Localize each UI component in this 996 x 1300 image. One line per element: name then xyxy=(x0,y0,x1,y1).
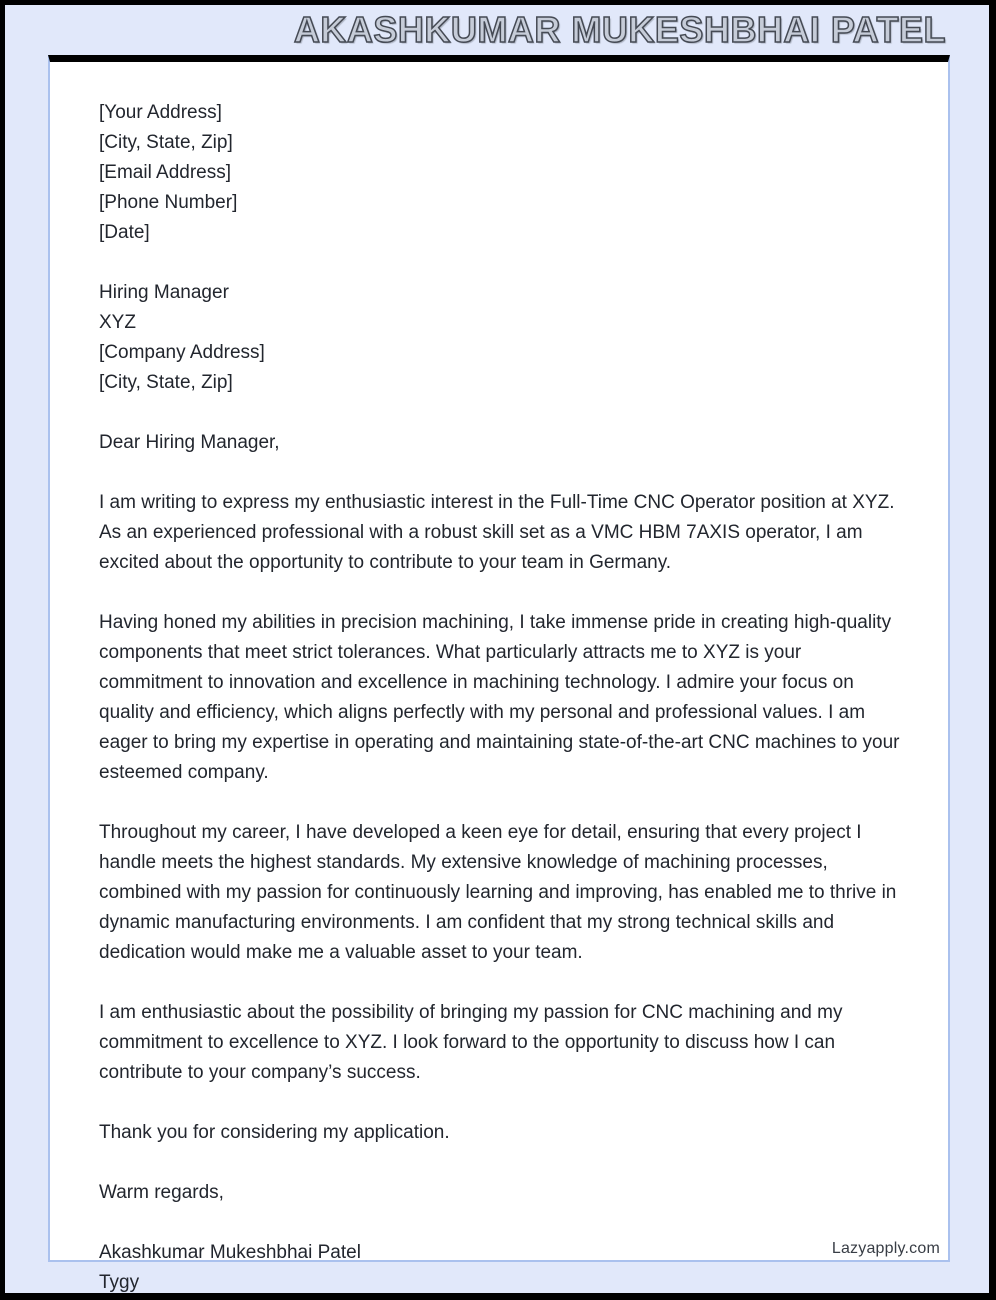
paragraph-enthusiasm: I am enthusiastic about the possibility of bringing my passion for CNC machining and my commitment to excellence to XYZ. I look forward to the opportunity to discuss how I can contribute to your company’s success. xyxy=(99,1002,843,1083)
sender-address-block xyxy=(99,98,904,248)
recipient-address-line: [Company Address] xyxy=(99,342,265,363)
letter-content xyxy=(50,62,944,1298)
signature-block xyxy=(99,1238,904,1298)
thank-you-line: Thank you for considering my application. xyxy=(99,1122,450,1143)
recipient-name-line: Hiring Manager xyxy=(99,282,229,303)
paragraph-career: Throughout my career, I have developed a keen eye for detail, ensuring that every project I handle meets the highest standards. My extensive knowledge of machining processes, combined with my passion for continuously learning and improving, has enabled me to thrive in dynamic manufacturing environments. I am confident that my strong technical skills and dedication would make me a valuable asset to your team. xyxy=(99,822,897,963)
signature-name: Akashkumar Mukeshbhai Patel xyxy=(99,1242,361,1263)
letter-document xyxy=(48,55,950,1293)
sender-address-line: [Your Address] xyxy=(99,102,222,123)
sender-email-line: [Email Address] xyxy=(99,162,231,183)
signature-extra: Tygy xyxy=(99,1272,140,1293)
lazyapply-watermark: Lazyapply.com xyxy=(831,1240,940,1257)
page-title: AKASHKUMAR MUKESHBHAI PATEL xyxy=(293,9,946,50)
sender-date-line: [Date] xyxy=(99,222,150,243)
recipient-block xyxy=(99,278,904,398)
paragraph-skills: Having honed my abilities in precision machining, I take immense pride in creating high-quality components that meet strict tolerances. What particularly attracts me to XYZ is your commitment to innovation and excellence in machining technology. I admire your focus on quality and efficiency, which aligns perfectly with my personal and professional values. I am eager to bring my expertise in operating and maintaining state-of-the-art CNC machines to your esteemed company. xyxy=(99,612,900,783)
paragraph-intro: I am writing to express my enthusiastic interest in the Full-Time CNC Operator position at XYZ. As an experienced professional with a robust skill set as a VMC HBM 7AXIS operator, I am excited about the opportunity to contribute to your team in Germany. xyxy=(99,492,895,573)
closing-line: Warm regards, xyxy=(99,1182,224,1203)
sender-phone-line: [Phone Number] xyxy=(99,192,238,213)
recipient-company-line: XYZ xyxy=(99,312,136,333)
sender-city-line: [City, State, Zip] xyxy=(99,132,233,153)
recipient-city-line: [City, State, Zip] xyxy=(99,372,233,393)
salutation: Dear Hiring Manager, xyxy=(99,432,280,453)
